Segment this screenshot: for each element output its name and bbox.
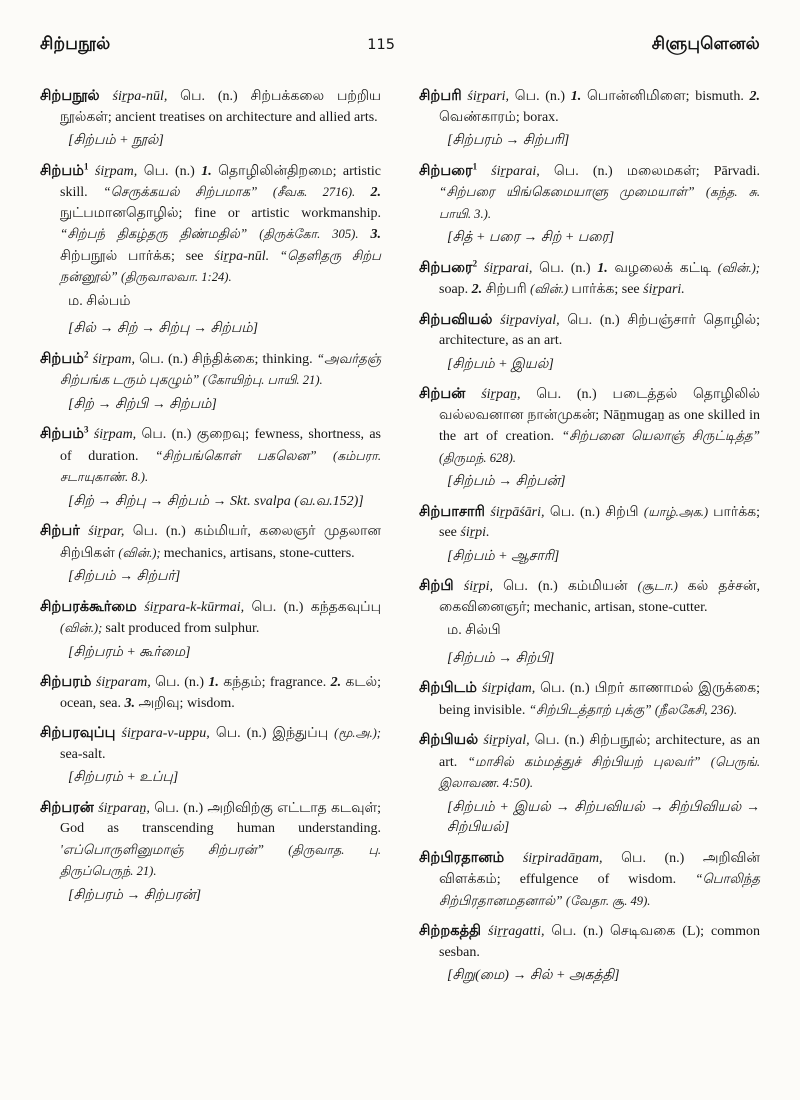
- definition-text: see: [185, 248, 215, 264]
- definition-text: பெ. (n.) சிற்பநூல்;: [529, 733, 656, 748]
- two-column-layout: [40, 86, 760, 996]
- headword: சிற்பம்: [40, 350, 84, 367]
- quotation: “சிற்பனை யெலாஞ் சிருட்டித்த”: [561, 428, 760, 443]
- headword: சிற்பரன்: [40, 799, 94, 816]
- definition-text: பொன்னிமிளை;: [587, 89, 696, 104]
- citation: (திருமந். 628).: [439, 450, 516, 465]
- citation: (நீலகேசி, 236).: [654, 702, 737, 717]
- definition-text: பெ. (n.) இந்துப்பு: [209, 726, 335, 741]
- entry-body: [40, 672, 381, 714]
- entry-body: [419, 502, 760, 544]
- definition-text: common sesban.: [439, 924, 761, 960]
- sense-number: 3.: [370, 227, 381, 242]
- definition-text: பெ. (n.) சிற்பி: [544, 504, 644, 520]
- definition-text: சிற்பநூல் பார்க்க;: [60, 248, 186, 264]
- dictionary-entry: [40, 161, 381, 340]
- citation: (திருவாத. பு. திருப்பெருந். 21).: [60, 842, 381, 878]
- entry-body: [40, 349, 381, 392]
- entry-body: [40, 597, 381, 640]
- definition-text: bismuth.: [695, 89, 750, 104]
- definition-text: பார்க்க;: [713, 504, 760, 520]
- quotation: “அவர்தஞ் சிற்பங்க டரும் புகழும்”: [60, 350, 381, 387]
- entry-body: [40, 424, 381, 489]
- definition-text: பெ. (n.): [509, 89, 571, 104]
- headword-superscript: 1: [472, 160, 478, 171]
- definition-text: கந்தம்;: [223, 675, 270, 690]
- page-header: [40, 34, 760, 56]
- definition-text: அறிவு;: [138, 695, 187, 711]
- dictionary-entry: [419, 161, 760, 249]
- transliteration: śiṟpiyal,: [478, 733, 530, 748]
- definition-text: Pārvadi.: [713, 163, 760, 179]
- definition-text: fragrance.: [269, 675, 331, 690]
- dictionary-entry: [40, 798, 381, 907]
- headword: சிற்பம்: [40, 162, 84, 179]
- citation: (சூடா.): [637, 579, 688, 593]
- entry-body: [419, 730, 760, 795]
- transliteration: śiṟpaviyal,: [492, 312, 560, 328]
- citation: (திருவாலவா. 1:24).: [121, 270, 232, 284]
- dictionary-entry: [40, 672, 381, 714]
- definition-text: பெ. (n.) அறிவின் விளக்கம்;: [439, 850, 761, 887]
- headword: சிற்பி: [419, 578, 454, 594]
- transliteration: śiṟpara-k-kūrmai,: [136, 599, 245, 615]
- quotation: “செருக்கயல் சிற்பமாக”: [103, 184, 273, 199]
- entry-body: [40, 723, 381, 765]
- etymology-line: [சில் → சிற் → சிற்பு → சிற்பம்]: [68, 321, 259, 336]
- definition-text: பெ. (n.) சிற்பக்கலை பற்றிய நூல்கள்;: [60, 89, 381, 125]
- definition-text: பெ. (n.) கம்மியன்: [492, 579, 638, 594]
- definition-text: பார்க்க;: [571, 282, 622, 297]
- quotation: “சிற்பரை யிங்கெமையாளு முமையாள்”: [439, 184, 706, 199]
- definition-text: சிற்பரி: [485, 282, 531, 297]
- quotation: 'எப்பொருளினுமாஞ் சிற்பரன்”: [60, 841, 289, 857]
- right-column: [419, 86, 760, 996]
- cross-reference: śiṟpa-nūl.: [214, 248, 270, 264]
- page-number: 115: [367, 37, 395, 53]
- definition-text: பெ. (n.) பிறர் காணாமல் இருக்கை;: [535, 681, 760, 696]
- etymology-line: [சிற் → சிற்பி → சிற்பம்]: [68, 396, 217, 412]
- definition-text: see: [439, 525, 461, 540]
- entry-body: [419, 848, 760, 913]
- quotation: “தெளிதரு சிற்ப நன்னூல்”: [60, 247, 381, 284]
- entry-body: [419, 678, 760, 721]
- transliteration: śiṟpara-v-uppu,: [115, 726, 210, 741]
- dictionary-entry: [419, 848, 760, 913]
- dictionary-entry: [419, 310, 760, 376]
- headword: சிற்பன்: [419, 386, 466, 402]
- etymology-line: [சித் + பரை → சிற் + பரை]: [447, 230, 615, 245]
- quotation: “சிற்பந் திகழ்தரு திண்மதில்”: [60, 226, 260, 241]
- headword: சிற்பர்: [40, 523, 80, 539]
- headword: சிற்றகத்தி: [419, 923, 482, 939]
- entry-body: [40, 86, 381, 128]
- definition-text: வெண்காரம்;: [439, 109, 524, 125]
- etymology-line: [சிறு(மை) → சில் + அகத்தி]: [447, 968, 620, 983]
- headword: சிற்பாசாரி: [419, 503, 486, 520]
- definition-text: fine or artistic workmanship.: [194, 205, 381, 221]
- sense-number: 2.: [749, 89, 761, 104]
- dictionary-entry: [40, 521, 381, 588]
- etymology-line: [சிற்பம் + நூல்]: [68, 133, 164, 148]
- dictionary-entry: [40, 597, 381, 664]
- citation: (வேதா. சூ. 49).: [565, 893, 651, 908]
- definition-text: salt produced from sulphur.: [105, 621, 260, 636]
- entry-body: [419, 161, 760, 226]
- headword-superscript: 3: [83, 424, 89, 435]
- quotation: “சிற்பிடத்தாற் புக்கு”: [528, 701, 655, 717]
- citation: (பெருங். இலாவண. 4:50).: [439, 754, 761, 790]
- cross-reference: śiṟpari.: [643, 282, 685, 297]
- headword: சிற்பரை: [419, 259, 473, 276]
- etymology-line: [சிற்பம் + இயல்]: [447, 356, 554, 372]
- entry-body: [40, 798, 381, 883]
- transliteration: śiṟpiḍam,: [477, 681, 536, 696]
- transliteration: śiṟpam,: [88, 163, 138, 179]
- citation: (மூ.அ.);: [334, 726, 381, 740]
- definition-text: soap.: [439, 282, 472, 297]
- etymology-line: [சிற்பம் + ஆசாரி]: [447, 548, 560, 564]
- entry-body: [419, 384, 760, 469]
- running-head-right: சிளுபுளெனல்: [651, 34, 760, 53]
- definition-text: கடல்;: [345, 675, 382, 690]
- definition-text: mechanic, artisan, stone-cutter.: [533, 599, 708, 615]
- etymology-line: [சிற்பம் → சிற்பன்]: [447, 474, 566, 489]
- dictionary-entry: [40, 723, 381, 789]
- transliteration: śiṟparaṉ,: [93, 800, 150, 816]
- sense-number: 2.: [370, 185, 381, 200]
- transliteration: śiṟpari,: [461, 89, 510, 104]
- definition-text: architecture, as an art.: [439, 333, 563, 348]
- transliteration: śiṟpam,: [88, 427, 137, 442]
- entry-body: [419, 310, 760, 352]
- definition-text: பெ. (n.): [532, 260, 598, 276]
- headword-superscript: 2: [472, 257, 478, 268]
- transliteration: śiṟpam,: [88, 351, 135, 367]
- headword: சிற்பரம்: [40, 674, 92, 690]
- definition-text: பெ. (n.): [150, 675, 209, 690]
- definition-text: see: [621, 282, 644, 297]
- definition-text: பெ. (n.) மலைமகள்;: [539, 163, 714, 179]
- headword: சிற்பரவுப்பு: [40, 725, 116, 741]
- definition-text: பெ. (n.) சிந்திக்கை;: [134, 351, 263, 367]
- quotation: “மாசில் கம்மத்துச் சிற்பியற் புலவர்”: [467, 753, 711, 769]
- citation: (வின்.);: [717, 260, 760, 275]
- sense-number: 2.: [330, 675, 346, 690]
- definition-text: கல் தச்சன், கைவினைஞர்;: [439, 579, 760, 615]
- citation: (வின்.);: [60, 621, 106, 635]
- etymology-line: [சிற்பம் → சிற்பர்]: [68, 569, 181, 584]
- definition-text: Nāṉmugaṉ as one skilled in the art of creation.: [439, 407, 760, 444]
- definition-text: வழலைக் கட்டி: [614, 260, 718, 276]
- definition-text: பெ. (n.) படைத்தல் தொழிலில் வல்லவனான நான்முகன்;: [439, 387, 760, 423]
- headword: சிற்பரை: [419, 162, 473, 179]
- dictionary-entry: [40, 349, 381, 416]
- entry-body: [419, 258, 760, 301]
- definition-text: பெ. (n.) அறிவிற்கு எட்டாத கடவுள்;: [149, 800, 381, 816]
- dictionary-entry: [40, 86, 381, 152]
- headword-superscript: 2: [83, 348, 89, 359]
- dictionary-entry: [419, 921, 760, 987]
- transliteration: śiṟpa-nūl,: [99, 89, 168, 104]
- dictionary-entry: [419, 384, 760, 493]
- headword: சிற்பிரதானம்: [419, 849, 505, 866]
- definition-text: (L);: [682, 924, 712, 939]
- sense-number: 1.: [597, 260, 615, 276]
- definition-text: பெ. (n.) கந்தகவுப்பு: [244, 599, 381, 615]
- etymology-line: [சிற்பரம் → சிற்பரன்]: [68, 887, 202, 903]
- transliteration: śiṟpar,: [79, 524, 125, 539]
- transliteration: śiṟpaṉ,: [465, 387, 521, 402]
- dictionary-entry: [419, 258, 760, 301]
- definition-text: பெ. (n.) குறைவு;: [136, 427, 255, 442]
- citation: (கம்பரா. சடாயுகாண். 8.).: [60, 448, 381, 484]
- transliteration: śiṟṟagatti,: [481, 924, 545, 939]
- citation: (கந்த. சு. பாயி. 3.).: [439, 185, 760, 221]
- entry-body: [40, 521, 381, 564]
- etymology-line: [சிற்பரம் → சிற்பரி]: [447, 133, 570, 148]
- definition-text: பெ. (n.) கம்மியர், கலைஞர் முதலான சிற்பிகள்: [60, 524, 382, 561]
- dictionary-entry: [419, 730, 760, 839]
- citation: (சீவக. 2716).: [272, 185, 371, 199]
- definition-text: ocean, sea.: [60, 695, 125, 711]
- dictionary-entry: [419, 576, 760, 669]
- running-head-left: சிற்பநூல்: [40, 34, 111, 53]
- citation: (வின்.);: [118, 545, 164, 560]
- derivative-note: ம. சில்பம்: [68, 293, 131, 309]
- definition-text: wisdom.: [186, 695, 235, 711]
- citation: (யாழ்.அக.): [643, 504, 714, 519]
- citation: (கோயிற்பு. பாயி. 21).: [202, 373, 323, 387]
- transliteration: śiṟparam,: [91, 675, 151, 690]
- citation: (திருக்கோ. 305).: [259, 227, 371, 241]
- definition-text: being invisible.: [439, 702, 529, 718]
- cross-reference: śiṟpi.: [460, 525, 490, 540]
- sense-number: 1.: [570, 89, 587, 104]
- definition-text: ancient treatises on architecture and allied arts.: [115, 109, 378, 125]
- headword: சிற்பரி: [419, 88, 462, 104]
- headword: சிற்பவியல்: [419, 311, 493, 328]
- definition-text: தொழிலின்திறமை;: [218, 163, 343, 179]
- definition-text: பெ. (n.): [137, 163, 202, 179]
- definition-text: பெ. (n.) செடிவகை: [544, 924, 683, 939]
- sense-number: 1.: [208, 675, 224, 690]
- definition-text: பெ. (n.) சிற்பஞ்சார் தொழில்;: [559, 312, 760, 328]
- headword: சிற்பம்: [40, 426, 84, 442]
- definition-text: God as transcending human understanding.: [60, 821, 381, 836]
- etymology-line: [சிற் → சிற்பு → சிற்பம் → Skt. svalpa (வ.வ.152)]: [68, 493, 364, 509]
- derivative-note: ம. சில்பி: [447, 623, 501, 638]
- headword: சிற்பிடம்: [419, 680, 478, 696]
- transliteration: śiṟpi,: [453, 579, 493, 594]
- definition-text: borax.: [523, 109, 559, 125]
- definition-text: fewness, shortness, as of duration.: [60, 427, 381, 464]
- entry-body: [419, 576, 760, 618]
- etymology-line: [சிற்பம் + இயல் → சிற்பவியல் → சிற்பிவியல் → சிற்பியல்]: [447, 799, 760, 835]
- left-column: [40, 86, 381, 996]
- transliteration: śiṟpāśāri,: [485, 504, 545, 520]
- definition-text: effulgence of wisdom.: [519, 872, 696, 887]
- citation: (வின்.): [530, 282, 572, 296]
- entry-body: [419, 86, 760, 128]
- headword: சிற்பநூல்: [40, 88, 100, 104]
- definition-text: sea-salt.: [60, 746, 106, 762]
- definition-text: நுட்பமானதொழில்;: [60, 205, 195, 221]
- sense-number: 2.: [471, 282, 486, 297]
- headword: சிற்பரக்கூர்மை: [40, 598, 137, 615]
- entry-body: [419, 921, 760, 963]
- entry-body: [40, 161, 381, 289]
- dictionary-entry: [419, 678, 760, 721]
- headword: சிற்பியல்: [419, 732, 479, 748]
- quotation: “பொலிந்த சிற்பிரதானமதனால்”: [439, 871, 760, 908]
- etymology-line: [சிற்பம் → சிற்பி]: [447, 650, 555, 666]
- transliteration: śiṟparai,: [477, 260, 533, 276]
- definition-text: thinking.: [262, 351, 317, 367]
- dictionary-entry: [419, 86, 760, 152]
- definition-text: architecture, as an art.: [439, 733, 760, 770]
- etymology-line: [சிற்பரம் + உப்பு]: [68, 770, 179, 785]
- dictionary-entry: [40, 424, 381, 512]
- dictionary-entry: [419, 502, 760, 568]
- headword-superscript: 1: [83, 160, 89, 171]
- sense-number: 1.: [201, 163, 219, 179]
- definition-text: artistic skill.: [60, 163, 382, 200]
- quotation: “சிற்பங்கொள் பகலென”: [155, 447, 333, 463]
- etymology-line: [சிற்பரம் + கூர்மை]: [68, 644, 191, 660]
- sense-number: 3.: [124, 695, 139, 711]
- transliteration: śiṟpiradāṉam,: [504, 850, 603, 866]
- transliteration: śiṟparai,: [477, 163, 540, 179]
- definition-text: mechanics, artisans, stone-cutters.: [163, 545, 355, 561]
